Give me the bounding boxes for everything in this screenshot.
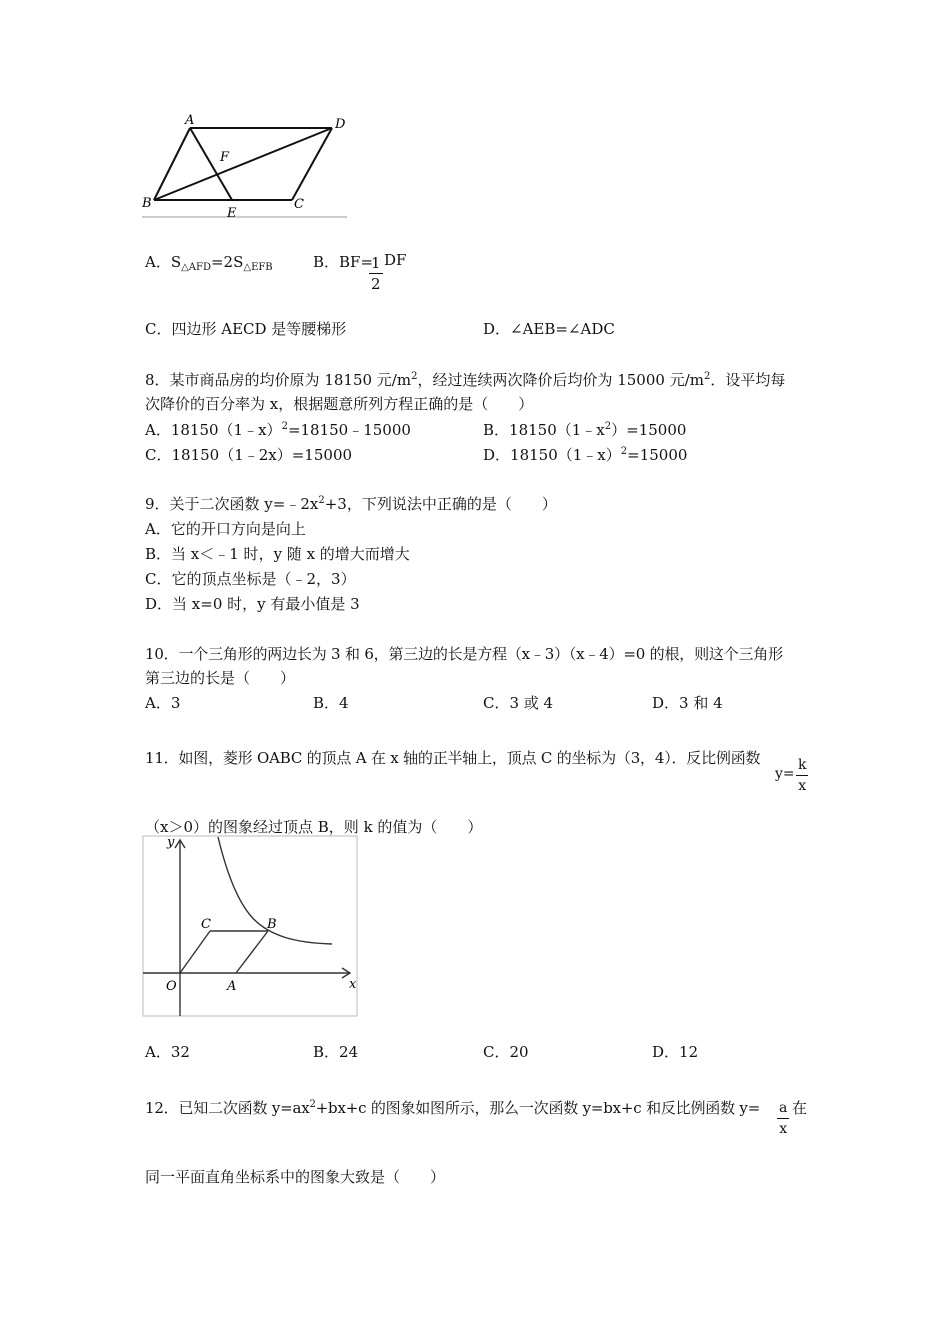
label-a: A [185,113,195,128]
q11-stem-line1: 11．如图，菱形 OABC 的顶点 A 在 x 轴的正半轴上，顶点 C 的坐标为（3，4）．反比例函数 [145,749,761,767]
q11-option-c: C．20 [483,1043,529,1061]
q11-stem-line2: （x＞0）的图象经过顶点 B，则 k 的值为（ ） [145,818,483,836]
q8-option-c: C．18150（1﹣2x）=15000 [145,446,353,464]
side-oc [180,931,210,973]
q12-stem-line2: 同一平面直角坐标系中的图象大致是（ ） [145,1168,446,1186]
q7-option-a: A．$S_{\triangle AFD}=2S_{\triangle EFB}$ [145,253,273,273]
q7-option-d: D．∠AEB=∠ADC [483,320,615,338]
label-c: C [201,917,211,932]
q10-stem-line1: 10．一个三角形的两边长为 3 和 6，第三边的长是方程（x﹣3）（x﹣4）=0 的根，则这个三角形 [145,645,783,663]
diagonal-bd [154,128,332,200]
parallelogram-figure [140,110,355,222]
label-c: C [294,197,304,212]
q12-fraction: $\frac{a}{x}$ [779,1100,788,1137]
q8-stem-line2: 次降价的百分率为 x，根据题意所列方程正确的是（ ） [145,395,534,413]
label-x: x [349,977,357,992]
q11-option-a: A．32 [145,1043,190,1061]
q8-stem-line1: 8．某市商品房的均价原为 18150 元$/m^2$，经过连续两次降价后均价为 15000 元$/m^2$．设平均每 [145,371,786,389]
q10-option-a: A．3 [145,694,181,712]
q9-option-d: D．当 x=0 时，y 有最小值是 3 [145,595,360,613]
side-dc [292,128,332,200]
q9-option-b: B．当 x＜﹣1 时，y 随 x 的增大而增大 [145,545,410,563]
q8-option-a: A．18150（1﹣x）$^2$=18150﹣15000 [145,421,411,439]
label-b: B [267,917,277,932]
q10-option-b: B．4 [313,694,349,712]
label-d: D [335,117,346,132]
label-e: E [227,206,237,221]
q12-stem-line1: 12．已知二次函数 $y=ax^2+bx+c$ 的图象如图所示，那么一次函数 y=bx+c 和反比例函数 y= [145,1099,761,1117]
label-a: A [227,979,237,994]
q8-option-b: B．$18150(1﹣x^2)=15000$ [483,421,687,439]
label-o: O [166,979,177,994]
side-ba [154,128,190,200]
q7-option-b: B．BF= [313,253,374,271]
q12-stem-line1-end: 在 [792,1099,808,1117]
label-y: y [167,835,175,850]
q11-option-d: D．12 [652,1043,699,1061]
q10-option-c: C．3 或 4 [483,694,554,712]
label-f: F [220,150,230,165]
side-ba [236,931,268,973]
q7-option-c: C．四边形 AECD 是等腰梯形 [145,320,347,338]
q9-stem: 9．关于二次函数 $y=﹣2x^2+3$，下列说法中正确的是（ ） [145,495,557,513]
q10-option-d: D．3 和 4 [652,694,723,712]
q10-stem-line2: 第三边的长是（ ） [145,669,296,687]
q9-option-a: A．它的开口方向是向上 [145,520,306,538]
q11-fraction-prefix: y= [775,766,795,782]
q9-option-c: C．它的顶点坐标是（﹣2，3） [145,570,356,588]
label-b: B [142,196,152,211]
q7-option-b-suffix: DF [384,251,407,269]
rhombus-hyperbola-figure [140,832,360,1018]
q11-fraction: $\frac{k}{x}$ [798,757,807,794]
q8-option-d: D．18150（1﹣x）$^2$=15000 [483,446,688,464]
q7-option-b-fraction: $\frac{1}{2}$ [371,254,381,293]
q11-option-b: B．24 [313,1043,359,1061]
